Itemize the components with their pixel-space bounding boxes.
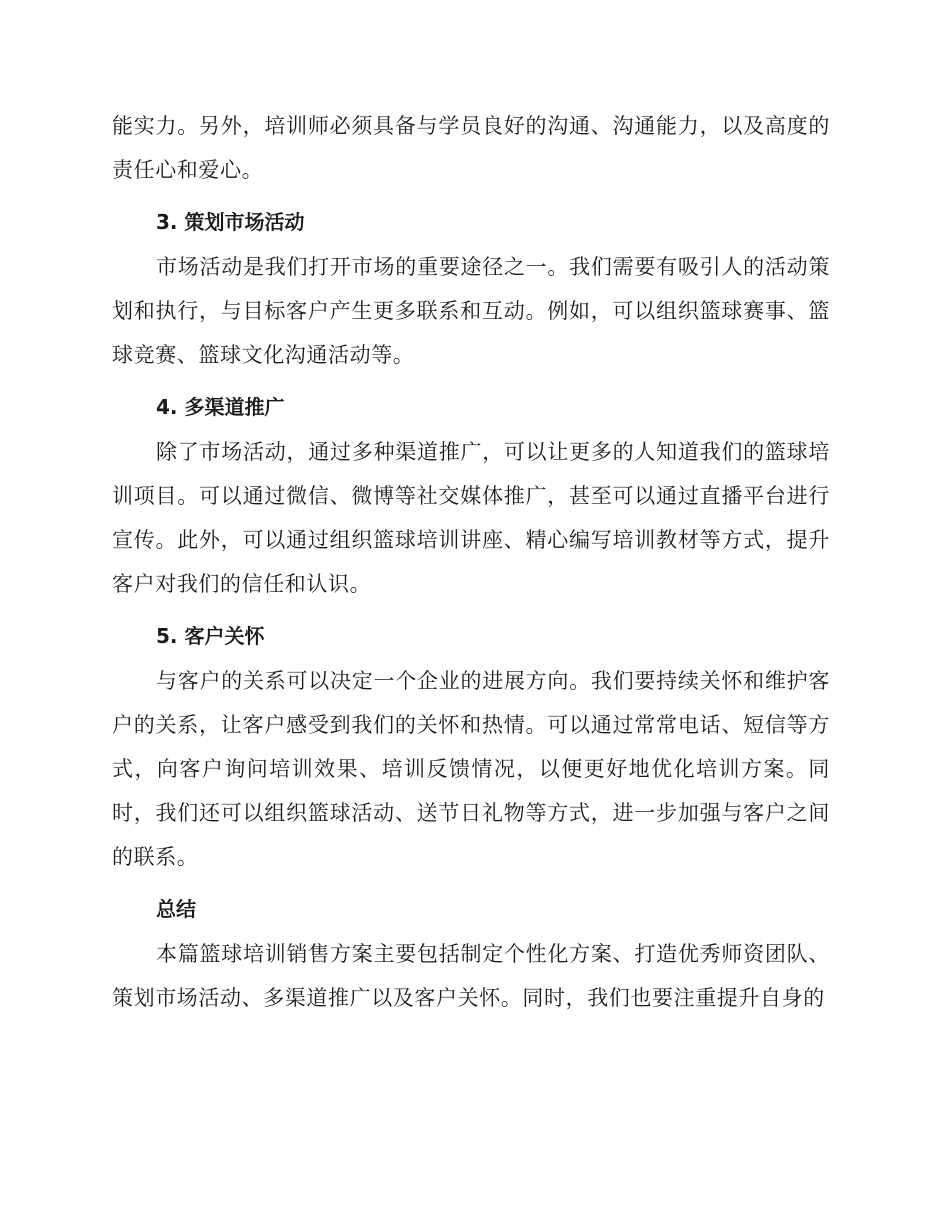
section-heading-multichannel-promotion: 4. 多渠道推广 <box>156 395 285 419</box>
section-body-multichannel-promotion: 除了市场活动，通过多种渠道推广，可以让更多的人知道我们的篮球培训项目。可以通过微信、微博等社交媒体推广，甚至可以通过直播平台进行宣传。此外，可以通过组织篮球培训讲座、精心编写培训教材等方式，提升客户对我们的信任和认识。 <box>112 440 830 596</box>
section-body-summary: 本篇篮球培训销售方案主要包括制定个性化方案、打造优秀师资团队、策划市场活动、多渠道推广以及客户关怀。同时，我们也要注重提升自身的 <box>112 942 830 1010</box>
section-body-customer-care: 与客户的关系可以决定一个企业的进展方向。我们要持续关怀和维护客户的关系，让客户感受到我们的关怀和热情。可以通过常常电话、短信等方式，向客户询问培训效果、培训反馈情况，以便更好地优化培训方案。同时，我们还可以组织篮球活动、送节日礼物等方式，进一步加强与客户之间的联系。 <box>112 669 830 869</box>
section-heading-customer-care: 5. 客户关怀 <box>156 624 265 648</box>
document-page <box>112 104 830 1020</box>
section-heading-marketing-activities: 3. 策划市场活动 <box>156 210 305 234</box>
continuation-paragraph: 能实力。另外，培训师必须具备与学员良好的沟通、沟通能力，以及高度的责任心和爱心。 <box>112 114 830 182</box>
section-body-marketing-activities: 市场活动是我们打开市场的重要途径之一。我们需要有吸引人的活动策划和执行，与目标客户产生更多联系和互动。例如，可以组织篮球赛事、篮球竞赛、篮球文化沟通活动等。 <box>112 255 830 367</box>
section-heading-summary: 总结 <box>156 897 196 921</box>
